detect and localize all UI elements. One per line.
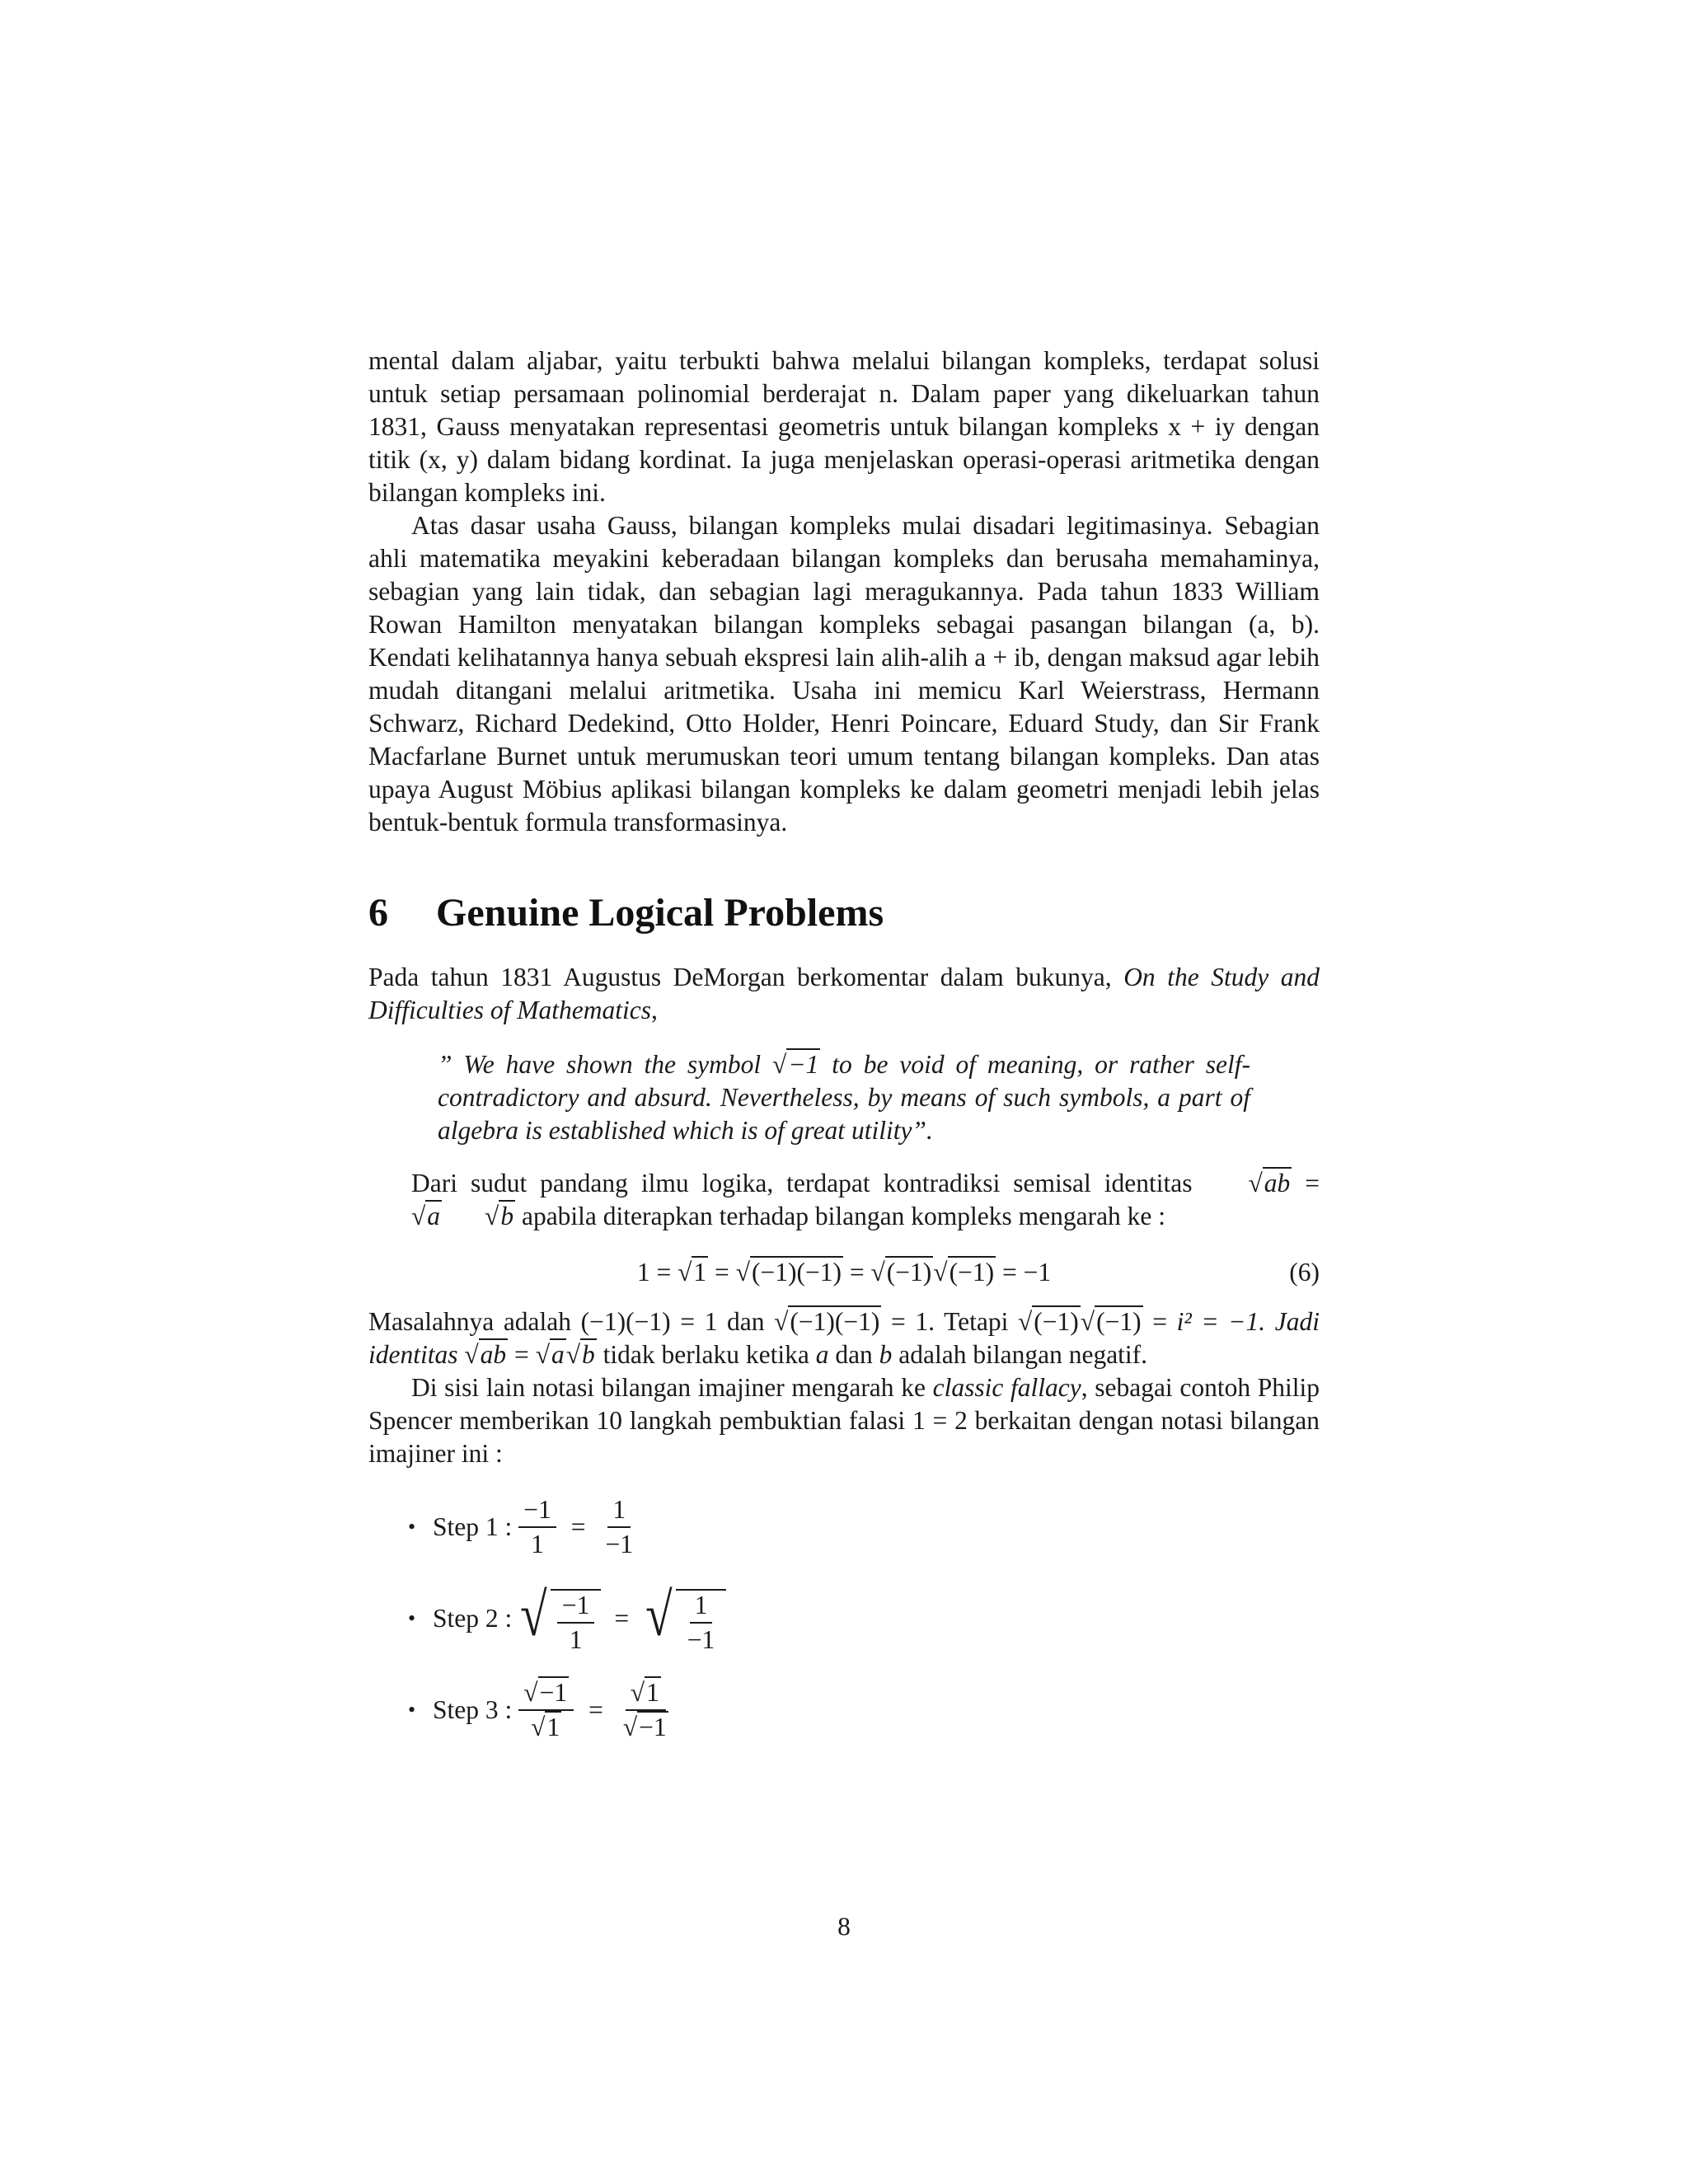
demorgan-quote (438, 1048, 1250, 1147)
problem-text-7: adalah bilangan negatif. (898, 1340, 1148, 1369)
book-title: On the Study and Difficulties of Mathematics (368, 963, 1320, 1024)
problem-text-3: = (1152, 1307, 1167, 1336)
fallacy-text-before: Di sisi lain notasi bilangan imajiner mengarah ke (411, 1373, 926, 1402)
var-b: b (879, 1340, 893, 1369)
list-item: • Step 3 : $\frac{√-1}{√1}$ = $\frac{√1}{√-1}$ (408, 1675, 1320, 1746)
fraction: $\frac{√1}{√-1}$ (622, 1678, 667, 1741)
sqrt-product: √(−1)(−1) (774, 1307, 880, 1336)
sqrt-fraction: √ $\frac{1}{-1}$ (642, 1582, 726, 1655)
fallacy-term: classic fallacy (932, 1373, 1081, 1402)
bullet-icon: • (408, 1698, 416, 1722)
paragraph-gauss (368, 344, 1320, 509)
section-title: Genuine Logical Problems (436, 891, 884, 935)
logic-text-before: Dari sudut pandang ilmu logika, terdapat kontradiksi semisal identitas (411, 1169, 1193, 1197)
section-number: 6 (368, 891, 388, 935)
logic-text-after: apabila diterapkan terhadap bilangan kompleks mengarah ke : (521, 1202, 1166, 1230)
paper-page (368, 344, 1320, 1765)
demorgan-text: Pada tahun 1831 Augustus DeMorgan berkomentar dalam bukunya, (368, 963, 1112, 991)
quote-open: ” We have shown the symbol (438, 1050, 762, 1079)
identity-formula-2: √ab = √a√b (464, 1340, 595, 1369)
problem-text-5: tidak berlaku ketika (603, 1340, 809, 1369)
page-number: 8 (837, 1912, 851, 1941)
equation-6-body: 1 = √1 = √(−1)(−1) = √(−1)√(−1) = −1 (636, 1258, 1052, 1286)
demorgan-punct: , (650, 996, 658, 1024)
paragraph-hamilton (368, 509, 1320, 839)
list-item: • Step 2 : √ $\frac{-1}{1}$ = √ $\frac{1}{-1}$ (408, 1582, 1320, 1655)
section-heading (368, 890, 1320, 936)
quote-rest: to be void of meaning, or rather self-contradictory and absurd. Nevertheless, by means of such symbols, a part of algebra is established which is of great utility”. (438, 1050, 1250, 1145)
fraction: $\frac{-1}{1}$ (518, 1495, 556, 1559)
equation-number: (6) (1289, 1258, 1320, 1286)
paragraph-logic (368, 1167, 1320, 1233)
list-item: • Step 1 : $\frac{-1}{1}$ = $\frac{1}{-1}$ (408, 1492, 1320, 1563)
paragraph-fallacy (368, 1371, 1320, 1470)
equation-6 (368, 1251, 1320, 1297)
step-label: Step 2 : (433, 1604, 513, 1633)
fallacy-text-after: , sebagai contoh Philip Spencer memberikan 10 langkah pembuktian falasi 1 = 2 berkaitan dengan notasi bilangan imajiner ini : (368, 1373, 1320, 1468)
sqrt-fraction: √ $\frac{-1}{1}$ (517, 1582, 601, 1655)
problem-text-4: i² = −1. Jadi identitas (368, 1307, 1320, 1369)
problem-text-2: = 1. Tetapi (891, 1307, 1009, 1336)
sqrt-minus-one: √−1 (772, 1050, 819, 1079)
paragraph-problem (368, 1305, 1320, 1371)
var-a: a (815, 1340, 829, 1369)
sqrt-factor-b: √(−1) (1080, 1307, 1142, 1336)
paragraph-hamilton-text: Atas dasar usaha Gauss, bilangan kompleks mulai disadari legitimasinya. Sebagian ahli matematika meyakini keberadaan bilangan kompleks dan berusaha memahaminya, sebagian yang lain tidak, dan sebagian lagi meragukannya. Pada tahun 1833 William Rowan Hamilton menyatakan bilangan kompleks sebagai pasangan bilangan (a, b). Kendati kelihatannya hanya sebuah ekspresi lain alih-alih a + ib, dengan maksud agar lebih mudah ditangani melalui aritmetika. Usaha ini memicu Karl Weierstrass, Hermann Schwarz, Richard Dedekind, Otto Holder, Henri Poincare, Eduard Study, dan Sir Frank Macfarlane Burnet untuk merumuskan teori umum tentang bilangan kompleks. Dan atas upaya August Möbius aplikasi bilangan kompleks ke dalam geometri menjadi lebih jelas bentuk-bentuk formula transformasinya. (368, 511, 1320, 837)
fraction: $\frac{1}{-1}$ (605, 1495, 634, 1558)
identity-formula: √ab = √a √b (411, 1169, 1320, 1230)
paragraph-demorgan (368, 961, 1320, 1027)
step-label: Step 1 : (433, 1512, 513, 1541)
bullet-icon: • (408, 1606, 416, 1630)
step-label: Step 3 : (433, 1695, 513, 1724)
steps-list (368, 1492, 1320, 1746)
problem-text-6: dan (835, 1340, 873, 1369)
paragraph-gauss-text: mental dalam aljabar, yaitu terbukti bahwa melalui bilangan kompleks, terdapat solusi untuk setiap persamaan polinomial berderajat n. Dalam paper yang dikeluarkan tahun 1831, Gauss menyatakan representasi geometris untuk bilangan kompleks x + iy dengan titik (x, y) dalam bidang kordinat. Ia juga menjelaskan operasi-operasi aritmetika dengan bilangan kompleks ini. (368, 346, 1320, 507)
sqrt-factor-a: √(−1) (1017, 1307, 1079, 1336)
problem-text-1: Masalahnya adalah (−1)(−1) = 1 dan (368, 1307, 765, 1336)
bullet-icon: • (408, 1515, 416, 1539)
fraction: $\frac{√-1}{√1}$ (518, 1678, 574, 1742)
